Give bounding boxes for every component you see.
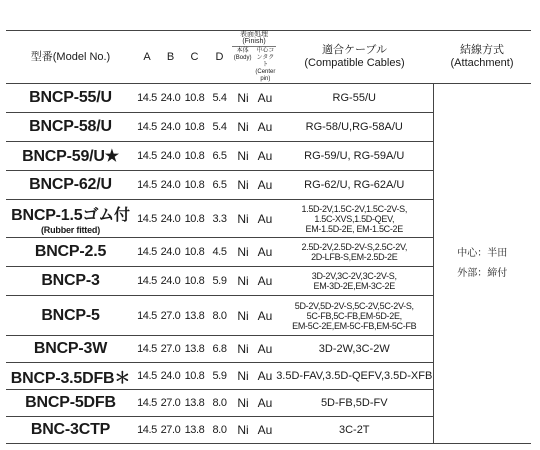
dim-d-cell: 6.5 (207, 142, 232, 171)
model-note: (Rubber fitted) (41, 225, 100, 235)
cable-line: EM-1.5D-2E, EM-1.5C-2E (305, 223, 403, 234)
cable-line: RG-62/U, RG-62A/U (304, 178, 405, 191)
model-name: BNCP-58/U (29, 118, 112, 135)
dim-a-cell: 14.5 (135, 417, 159, 444)
cable-line: 1.5D-2V,1.5C-2V,1.5C-2V-S, (301, 203, 408, 214)
dim-a-cell: 14.5 (135, 267, 159, 296)
model-cell (6, 296, 135, 336)
finish-pin-cell: Au (254, 296, 276, 336)
dim-a-cell: 14.5 (135, 390, 159, 417)
finish-pin-cell: Au (254, 142, 276, 171)
dim-c-cell: 10.8 (182, 171, 207, 200)
cables-cell (276, 363, 433, 390)
cables-cell (276, 84, 433, 113)
model-cell (6, 363, 135, 390)
header-a: A (135, 31, 159, 84)
finish-pin-cell: Au (254, 267, 276, 296)
header-row (6, 31, 531, 84)
finish-body-cell: Ni (232, 417, 254, 444)
finish-body-cell: Ni (232, 84, 254, 113)
finish-body-cell: Ni (232, 171, 254, 200)
dim-b-cell: 24.0 (159, 142, 182, 171)
finish-body-cell: Ni (232, 296, 254, 336)
cables-cell (276, 113, 433, 142)
dim-c-cell: 10.8 (182, 84, 207, 113)
dim-b-cell: 24.0 (159, 200, 182, 238)
dim-d-cell: 6.5 (207, 171, 232, 200)
header-finish-body: 本体(Body) (233, 48, 252, 61)
model-name: BNCP-3 (41, 272, 100, 289)
dim-d-cell: 4.5 (207, 238, 232, 267)
cables-cell (276, 238, 433, 267)
finish-body-cell: Ni (232, 142, 254, 171)
dim-a-cell: 14.5 (135, 336, 159, 363)
cable-line: 2.5D-2V,2.5D-2V-S,2.5C-2V, (301, 242, 408, 252)
dim-b-cell: 27.0 (159, 296, 182, 336)
header-cables-en: (Compatible Cables) (304, 57, 405, 69)
header-attach-en: (Attachment) (450, 57, 514, 69)
model-cell (6, 84, 135, 113)
dim-b-cell: 27.0 (159, 390, 182, 417)
dim-b-cell: 24.0 (159, 267, 182, 296)
model-name: BNCP-2.5 (34, 243, 107, 260)
cable-line: 5D-2V,5D-2V-S,5C-2V,5C-2V-S, (294, 300, 414, 311)
header-d: D (207, 31, 232, 84)
dim-c-cell: 10.8 (182, 200, 207, 238)
finish-body-cell: Ni (232, 267, 254, 296)
dim-d-cell: 6.8 (207, 336, 232, 363)
dim-d-cell: 8.0 (207, 417, 232, 444)
header-attachment (433, 31, 531, 84)
table-body (6, 84, 531, 444)
dim-c-cell: 13.8 (182, 417, 207, 444)
dim-b-cell: 24.0 (159, 238, 182, 267)
attachment-outer: 外部：締付 (457, 267, 508, 279)
model-name: BNCP-62/U (29, 176, 112, 193)
finish-body-cell: Ni (232, 336, 254, 363)
dim-d-cell: 5.9 (207, 363, 232, 390)
cables-cell (276, 267, 433, 296)
model-cell (6, 417, 135, 444)
finish-pin-cell: Au (254, 363, 276, 390)
dim-a-cell: 14.5 (135, 200, 159, 238)
cable-line: 5D-FB,5D-FV (320, 396, 388, 409)
header-cables-jp: 適合ケーブル (321, 44, 387, 56)
model-name: BNCP-5 (41, 306, 100, 324)
dim-b-cell: 24.0 (159, 171, 182, 200)
cables-cell (276, 390, 433, 417)
dim-c-cell: 13.8 (182, 390, 207, 417)
header-cables (276, 31, 433, 84)
dim-c-cell: 10.8 (182, 238, 207, 267)
dim-d-cell: 3.3 (207, 200, 232, 238)
finish-pin-cell: Au (254, 336, 276, 363)
dim-d-cell: 8.0 (207, 390, 232, 417)
finish-body-cell: Ni (232, 238, 254, 267)
cable-line: 2D-LFB-S,EM-2.5D-2E (311, 252, 398, 262)
finish-body-cell: Ni (232, 113, 254, 142)
model-cell (6, 238, 135, 267)
cable-line: 5C-FB,5C-FB,EM-5D-2E, (306, 310, 402, 321)
cables-cell (276, 417, 433, 444)
finish-pin-cell: Au (254, 390, 276, 417)
table-row (6, 84, 531, 113)
cables-cell (276, 171, 433, 200)
cables-cell (276, 142, 433, 171)
model-cell (6, 267, 135, 296)
header-c: C (182, 31, 207, 84)
finish-pin-cell: Au (254, 84, 276, 113)
header-finish-title: 表面処理(Finish) (232, 31, 276, 47)
model-cell (6, 200, 135, 238)
spec-table (6, 30, 531, 444)
header-attach-jp: 結線方式 (460, 44, 504, 56)
finish-pin-cell: Au (254, 417, 276, 444)
dim-b-cell: 27.0 (159, 336, 182, 363)
model-cell (6, 390, 135, 417)
cables-cell (276, 296, 433, 336)
header-b: B (159, 31, 182, 84)
cable-line: 1.5C-XVS,1.5D-QEV, (314, 213, 395, 224)
header-finish-center: 中心コンタクト(Center pin) (255, 48, 276, 82)
dim-d-cell: 5.4 (207, 113, 232, 142)
model-name: BNCP-1.5ゴム付 (11, 207, 130, 224)
attachment-cell (433, 84, 531, 444)
finish-body-cell: Ni (232, 363, 254, 390)
model-cell (6, 142, 135, 171)
dim-c-cell: 10.8 (182, 363, 207, 390)
cable-line: 3D-2V,3C-2V,3C-2V-S, (311, 271, 397, 281)
dim-a-cell: 14.5 (135, 84, 159, 113)
model-name: BNCP-3W (33, 340, 108, 357)
cable-line: EM-3D-2E,EM-3C-2E (313, 281, 395, 291)
cable-line: 3D-2W,3C-2W (318, 342, 390, 355)
cable-line: RG-55/U (332, 91, 376, 104)
header-finish (232, 31, 276, 84)
finish-pin-cell: Au (254, 171, 276, 200)
cable-line: EM-5C-2E,EM-5C-FB,EM-5C-FB (292, 320, 417, 331)
model-cell (6, 113, 135, 142)
model-name: BNCP-3.5DFB＊ (10, 369, 131, 387)
dim-d-cell: 5.4 (207, 84, 232, 113)
dim-b-cell: 24.0 (159, 84, 182, 113)
cable-line: 3.5D-FAV,3.5D-QEFV,3.5D-XFB (276, 369, 433, 382)
dim-d-cell: 5.9 (207, 267, 232, 296)
dim-a-cell: 14.5 (135, 363, 159, 390)
dim-c-cell: 10.8 (182, 113, 207, 142)
model-cell (6, 336, 135, 363)
dim-b-cell: 27.0 (159, 417, 182, 444)
finish-pin-cell: Au (254, 238, 276, 267)
model-name: BNCP-5DFB (25, 394, 116, 411)
finish-pin-cell: Au (254, 113, 276, 142)
dim-d-cell: 8.0 (207, 296, 232, 336)
model-name: BNCP-59/U★ (22, 148, 119, 165)
header-model: 型番(Model No.) (6, 31, 135, 84)
dim-c-cell: 13.8 (182, 296, 207, 336)
dim-a-cell: 14.5 (135, 296, 159, 336)
dim-a-cell: 14.5 (135, 142, 159, 171)
model-name: BNC-3CTP (30, 421, 111, 438)
dim-a-cell: 14.5 (135, 171, 159, 200)
finish-body-cell: Ni (232, 200, 254, 238)
cable-line: RG-58/U,RG-58A/U (305, 120, 403, 133)
model-cell (6, 171, 135, 200)
attachment-center: 中心：半田 (457, 247, 508, 259)
dim-c-cell: 10.8 (182, 267, 207, 296)
cables-cell (276, 336, 433, 363)
dim-c-cell: 13.8 (182, 336, 207, 363)
dim-a-cell: 14.5 (135, 113, 159, 142)
model-name: BNCP-55/U (29, 89, 112, 106)
dim-b-cell: 24.0 (159, 113, 182, 142)
finish-pin-cell: Au (254, 200, 276, 238)
dim-b-cell: 24.0 (159, 363, 182, 390)
finish-body-cell: Ni (232, 390, 254, 417)
cables-cell (276, 200, 433, 238)
dim-c-cell: 10.8 (182, 142, 207, 171)
cable-line: 3C-2T (338, 423, 370, 436)
cable-line: RG-59/U, RG-59A/U (304, 149, 405, 162)
dim-a-cell: 14.5 (135, 238, 159, 267)
